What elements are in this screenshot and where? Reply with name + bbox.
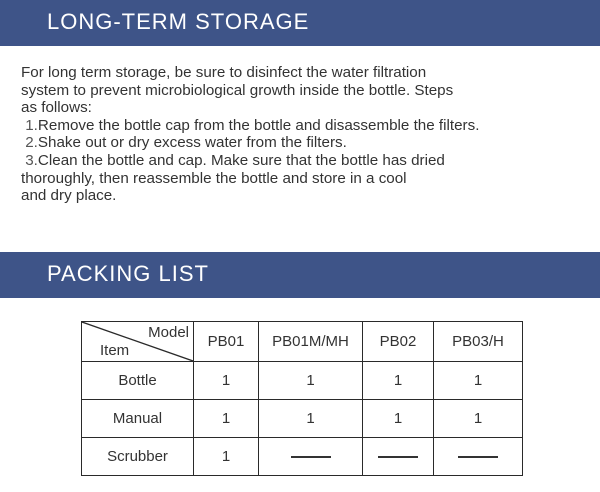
quantity-cell: 1 (259, 362, 363, 400)
quantity-cell: 1 (434, 362, 523, 400)
model-header-cell: PB01 (194, 322, 259, 362)
storage-section-title: LONG-TERM STORAGE (47, 9, 310, 34)
intro-line: system to prevent microbiological growth inside the bottle. Steps (21, 81, 454, 99)
model-header-cell: PB03/H (434, 322, 523, 362)
quantity-cell: 1 (259, 400, 363, 438)
step-text-continued: and dry place. (21, 187, 117, 205)
step-text: Clean the bottle and cap. Make sure that the bottle has dried (37, 151, 445, 169)
quantity-cell: 1 (363, 362, 434, 400)
quantity-cell: 1 (434, 400, 523, 438)
intro-line: For long term storage, be sure to disinfect the water filtration (21, 64, 427, 81)
quantity-cell: 1 (194, 438, 259, 476)
item-name-cell: Manual (82, 400, 194, 438)
step-2 (21, 134, 596, 152)
table-header-row (82, 322, 523, 362)
step-number: 3. (25, 151, 38, 169)
step-3 (21, 152, 596, 170)
item-name-cell: Bottle (82, 362, 194, 400)
table-row (82, 438, 523, 476)
header-corner-cell (82, 322, 194, 362)
not-included-dash (378, 456, 418, 458)
not-included-dash (458, 456, 498, 458)
not-included-cell (259, 438, 363, 476)
table-row (82, 362, 523, 400)
item-name-cell: Scrubber (82, 438, 194, 476)
intro-line: as follows: (21, 99, 92, 117)
table-row (82, 400, 523, 438)
header-model-label: Model (148, 324, 189, 341)
step-1 (21, 117, 596, 135)
step-number: 1. (25, 116, 38, 134)
quantity-cell: 1 (194, 400, 259, 438)
step-text-continued: thoroughly, then reassemble the bottle and store in a cool (21, 169, 407, 187)
model-header-cell: PB02 (363, 322, 434, 362)
quantity-cell: 1 (194, 362, 259, 400)
storage-instructions (21, 64, 596, 205)
model-header-cell: PB01M/MH (259, 322, 363, 362)
packing-section-banner (0, 252, 600, 298)
step-text: Shake out or dry excess water from the filters. (37, 134, 347, 152)
not-included-dash (291, 456, 331, 458)
step-text: Remove the bottle cap from the bottle and disassemble the filters. (37, 116, 480, 134)
quantity-cell: 1 (363, 400, 434, 438)
not-included-cell (363, 438, 434, 476)
packing-section-title: PACKING LIST (47, 261, 209, 286)
storage-section-banner (0, 0, 600, 46)
header-item-label: Item (100, 342, 130, 359)
not-included-cell (434, 438, 523, 476)
step-number: 2. (25, 134, 38, 152)
packing-list-table (81, 321, 523, 476)
